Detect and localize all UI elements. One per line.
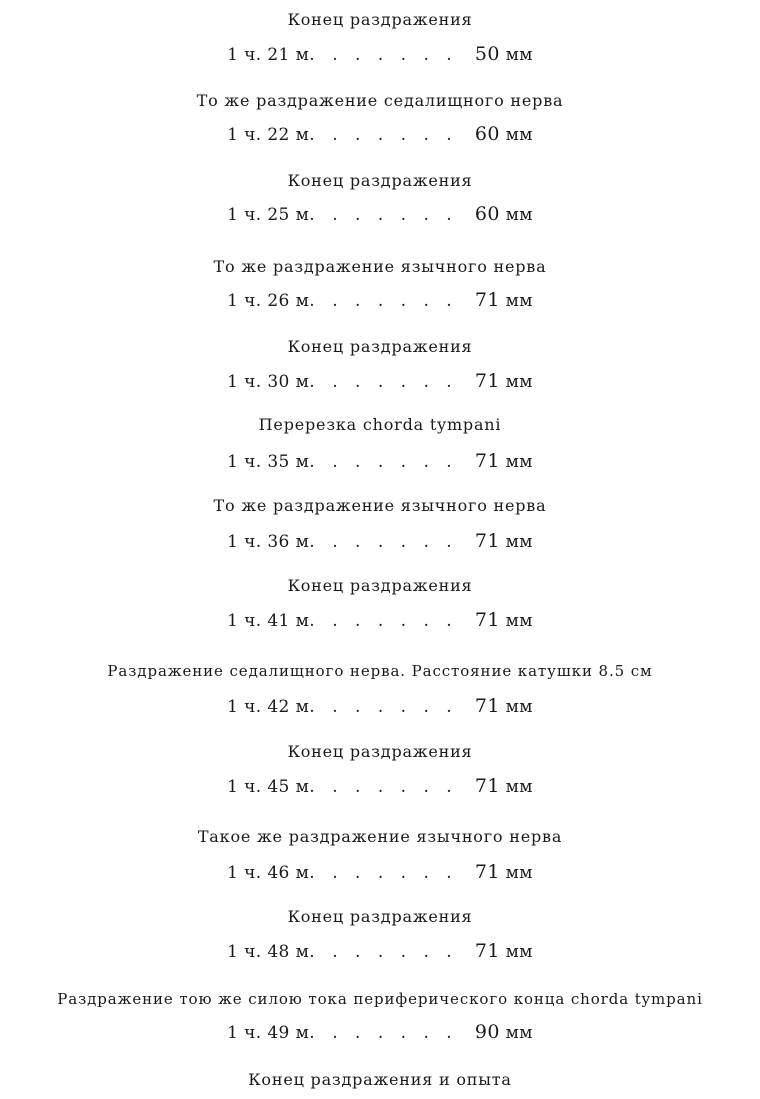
reading-line [0,289,760,312]
leader-dots: . . . . . . [320,205,470,225]
reading-unit: мм [505,611,533,631]
reading-value: 71 [474,530,500,552]
reading-time: 1 ч. 22 м. [227,125,315,145]
reading-value: 71 [474,609,500,631]
leader-dots: . . . . . . [320,1023,470,1043]
reading-line [0,370,760,393]
reading-value: 71 [474,695,500,717]
reading-value: 71 [474,940,500,962]
reading-line [0,861,760,884]
reading-value: 60 [474,123,500,145]
reading-time: 1 ч. 49 м. [227,1023,315,1043]
reading-time: 1 ч. 46 м. [227,863,315,883]
reading-unit: мм [505,1023,533,1043]
reading-line [0,940,760,963]
leader-dots: . . . . . . [320,291,470,311]
event-line: Конец раздражения [287,742,473,761]
reading-line [0,609,760,632]
leader-dots: . . . . . . [320,372,470,392]
event-line: Такое же раздражение язычного нерва [197,827,563,846]
reading-value: 71 [474,861,500,883]
event-line: Конец раздражения [287,907,473,926]
leader-dots: . . . . . . [320,863,470,883]
event-line: Конец раздражения [287,337,473,356]
reading-unit: мм [505,45,533,65]
reading-time: 1 ч. 26 м. [227,291,315,311]
event-line: То же раздражение язычного нерва [213,257,547,276]
event-line: Конец раздражения [287,171,473,190]
leader-dots: . . . . . . [320,45,470,65]
reading-line [0,450,760,473]
reading-unit: мм [505,372,533,392]
reading-time: 1 ч. 25 м. [227,205,315,225]
event-line: Конец раздражения [287,576,473,595]
reading-unit: мм [505,697,533,717]
leader-dots: . . . . . . [320,611,470,631]
reading-value: 90 [474,1021,500,1043]
reading-unit: мм [505,291,533,311]
reading-time: 1 ч. 36 м. [227,532,315,552]
leader-dots: . . . . . . [320,532,470,552]
event-line: Раздражение тою же силою тока периферического конца chorda tympani [57,990,703,1008]
reading-value: 71 [474,775,500,797]
leader-dots: . . . . . . [320,452,470,472]
reading-line [0,43,760,66]
leader-dots: . . . . . . [320,697,470,717]
reading-value: 71 [474,450,500,472]
reading-time: 1 ч. 35 м. [227,452,315,472]
reading-value: 60 [474,203,500,225]
reading-line [0,775,760,798]
reading-time: 1 ч. 41 м. [227,611,315,631]
reading-line [0,530,760,553]
event-line: Конец раздражения [287,10,473,29]
event-line: То же раздражение язычного нерва [213,496,547,515]
reading-value: 50 [474,43,500,65]
leader-dots: . . . . . . [320,777,470,797]
reading-line [0,1021,760,1044]
reading-unit: мм [505,532,533,552]
reading-line [0,123,760,146]
reading-line [0,203,760,226]
reading-time: 1 ч. 21 м. [227,45,315,65]
final-note: Конец раздражения и опыта [248,1070,512,1089]
reading-unit: мм [505,863,533,883]
reading-time: 1 ч. 42 м. [227,697,315,717]
leader-dots: . . . . . . [320,942,470,962]
event-line: Перерезка chorda tympani [258,415,502,434]
reading-unit: мм [505,452,533,472]
reading-time: 1 ч. 30 м. [227,372,315,392]
reading-value: 71 [474,370,500,392]
reading-time: 1 ч. 48 м. [227,942,315,962]
leader-dots: . . . . . . [320,125,470,145]
reading-time: 1 ч. 45 м. [227,777,315,797]
reading-line [0,695,760,718]
reading-unit: мм [505,942,533,962]
reading-unit: мм [505,125,533,145]
reading-value: 71 [474,289,500,311]
reading-unit: мм [505,777,533,797]
event-line: То же раздражение седалищного нерва [196,91,564,110]
event-line: Раздражение седалищного нерва. Расстояние катушки 8.5 см [107,662,653,680]
reading-unit: мм [505,205,533,225]
